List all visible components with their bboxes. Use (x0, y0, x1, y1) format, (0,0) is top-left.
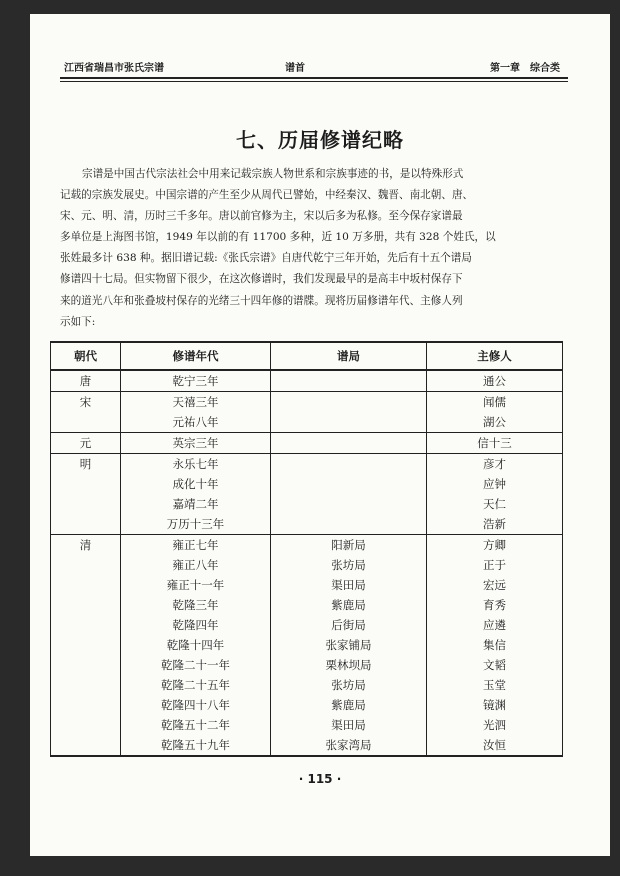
paragraph-line: 宋、元、明、清，历时三千多年。唐以前官修为主，宋以后多为私修。至今保存家谱最 (60, 210, 463, 223)
cell-editor: 镜渊 (427, 695, 563, 715)
cell-year: 万历十三年 (121, 514, 271, 535)
cell-editor: 方卿 (427, 535, 563, 556)
cell-year: 嘉靖二年 (121, 494, 271, 514)
cell-bureau (271, 433, 427, 454)
cell-editor: 集信 (427, 635, 563, 655)
cell-year: 乾宁三年 (121, 370, 271, 392)
cell-year: 乾隆四十八年 (121, 695, 271, 715)
cell-editor: 彦才 (427, 454, 563, 475)
cell-dynasty: 清 (51, 535, 121, 556)
cell-bureau: 渠田局 (271, 575, 427, 595)
cell-year: 雍正十一年 (121, 575, 271, 595)
table-row (51, 595, 563, 615)
cell-editor: 闻儒 (427, 392, 563, 413)
header-rule-thick (60, 77, 568, 79)
cell-dynasty (51, 514, 121, 535)
header-section: 谱首 (285, 63, 305, 74)
cell-bureau (271, 494, 427, 514)
cell-bureau: 紫鹿局 (271, 695, 427, 715)
header-chapter: 第一章 综合类 (490, 63, 560, 74)
cell-year: 元祐八年 (121, 412, 271, 433)
cell-bureau: 张坊局 (271, 675, 427, 695)
intro-paragraph (60, 164, 568, 333)
table-row (51, 494, 563, 514)
cell-year: 乾隆五十二年 (121, 715, 271, 735)
cell-year: 乾隆三年 (121, 595, 271, 615)
cell-bureau: 后街局 (271, 615, 427, 635)
cell-year: 乾隆二十一年 (121, 655, 271, 675)
cell-bureau: 张家湾局 (271, 735, 427, 756)
cell-dynasty (51, 715, 121, 735)
cell-editor: 湖公 (427, 412, 563, 433)
cell-editor: 玉堂 (427, 675, 563, 695)
paragraph-line: 宗谱是中国古代宗法社会中用来记载宗族人物世系和宗族事迹的书，是以特殊形式 (82, 168, 464, 180)
cell-bureau: 张家铺局 (271, 635, 427, 655)
cell-dynasty: 元 (51, 433, 121, 454)
cell-bureau (271, 412, 427, 433)
cell-editor: 信十三 (427, 433, 563, 454)
cell-dynasty (51, 695, 121, 715)
cell-editor: 育秀 (427, 595, 563, 615)
table-row (51, 615, 563, 635)
cell-bureau: 栗林坝局 (271, 655, 427, 675)
table-row (51, 635, 563, 655)
cell-dynasty (51, 655, 121, 675)
cell-dynasty (51, 735, 121, 756)
table-row (51, 675, 563, 695)
header-rule-thin (60, 81, 568, 82)
cell-editor: 应遴 (427, 615, 563, 635)
revision-history-table (50, 341, 563, 757)
header-book-title: 江西省瑞昌市张氏宗谱 (64, 63, 164, 74)
paragraph-line: 记载的宗族发展史。中国宗谱的产生至少从周代已譬始，中经秦汉、魏晋、南北朝、唐、 (60, 189, 474, 202)
cell-bureau (271, 392, 427, 413)
table-row (51, 695, 563, 715)
cell-year: 英宗三年 (121, 433, 271, 454)
cell-dynasty (51, 635, 121, 655)
cell-year: 成化十年 (121, 474, 271, 494)
cell-bureau (271, 514, 427, 535)
header-editor: 主修人 (427, 342, 563, 370)
cell-dynasty (51, 595, 121, 615)
cell-year: 永乐七年 (121, 454, 271, 475)
cell-year: 乾隆四年 (121, 615, 271, 635)
cell-editor: 天仁 (427, 494, 563, 514)
paragraph-line: 示如下: (60, 315, 96, 328)
table-row (51, 412, 563, 433)
cell-bureau (271, 370, 427, 392)
paragraph-line: 来的道光八年和张叠坡村保存的光绪三十四年修的谱牒。现将历届修谱年代、主修人列 (60, 294, 463, 307)
cell-year: 雍正八年 (121, 555, 271, 575)
header-dynasty: 朝代 (51, 342, 121, 370)
cell-bureau: 紫鹿局 (271, 595, 427, 615)
table-row (51, 715, 563, 735)
table-row (51, 555, 563, 575)
cell-editor: 浩新 (427, 514, 563, 535)
table-row (51, 370, 563, 392)
cell-bureau: 张坊局 (271, 555, 427, 575)
cell-bureau (271, 474, 427, 494)
cell-dynasty (51, 615, 121, 635)
table-row (51, 433, 563, 454)
table-row (51, 474, 563, 494)
cell-dynasty: 宋 (51, 392, 121, 413)
header-year: 修谱年代 (121, 342, 271, 370)
paragraph-line: 张姓最多计 638 种。据旧谱记载:《张氏宗谱》自唐代乾宁三年开始，先后有十五个谱局 (60, 252, 472, 265)
cell-dynasty (51, 575, 121, 595)
cell-year: 乾隆五十九年 (121, 735, 271, 756)
cell-editor: 通公 (427, 370, 563, 392)
cell-editor: 文韬 (427, 655, 563, 675)
header-bureau: 谱局 (271, 342, 427, 370)
cell-editor: 正于 (427, 555, 563, 575)
table-row (51, 575, 563, 595)
table-row (51, 735, 563, 756)
cell-editor: 应钟 (427, 474, 563, 494)
cell-dynasty (51, 412, 121, 433)
cell-editor: 光泗 (427, 715, 563, 735)
cell-bureau: 渠田局 (271, 715, 427, 735)
page-number: · 115 · (298, 772, 342, 786)
document-page (30, 14, 610, 856)
cell-dynasty (51, 555, 121, 575)
paragraph-line: 修谱四十七局。但实物留下很少，在这次修谱时，我们发现最早的是高丰中坂村保存下 (60, 273, 463, 286)
cell-year: 乾隆十四年 (121, 635, 271, 655)
cell-dynasty (51, 494, 121, 514)
cell-editor: 宏远 (427, 575, 563, 595)
section-title: 七、历届修谱纪略 (236, 128, 404, 152)
table-row (51, 655, 563, 675)
table-row (51, 535, 563, 556)
cell-dynasty: 明 (51, 454, 121, 475)
cell-bureau (271, 454, 427, 475)
cell-dynasty (51, 675, 121, 695)
table-row (51, 392, 563, 413)
table-row (51, 454, 563, 475)
paragraph-line: 多单位是上海图书馆，1949 年以前的有 11700 多种，近 10 万多册，共有 328 个姓氏，以 (60, 231, 496, 244)
cell-editor: 汝恒 (427, 735, 563, 756)
cell-year: 雍正七年 (121, 535, 271, 556)
running-header (60, 59, 560, 77)
cell-year: 天禧三年 (121, 392, 271, 413)
cell-year: 乾隆二十五年 (121, 675, 271, 695)
table-row (51, 514, 563, 535)
cell-bureau: 阳新局 (271, 535, 427, 556)
cell-dynasty (51, 474, 121, 494)
cell-dynasty: 唐 (51, 370, 121, 392)
table-header-row (51, 342, 563, 370)
